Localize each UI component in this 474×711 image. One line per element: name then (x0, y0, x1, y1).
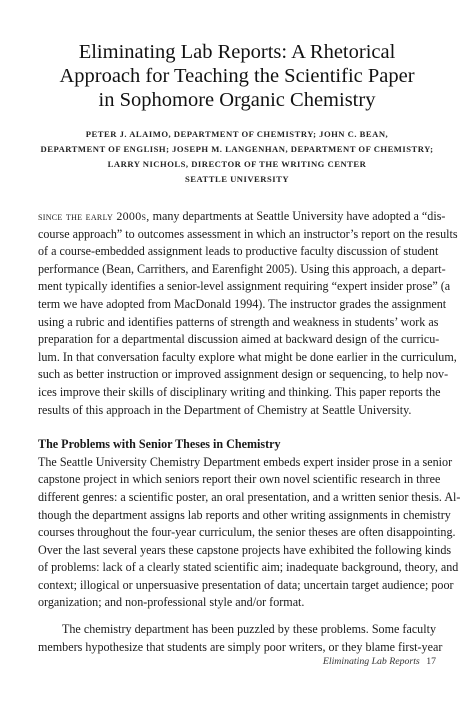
text-line: courses throughout the four-year curriculum, the senior theses are often disappointing. (38, 525, 456, 540)
text-line: of problems: lack of a clearly stated scientific aim; inadequate background, theory, and (38, 560, 459, 575)
author-line: PETER J. ALAIMO, DEPARTMENT OF CHEMISTRY; JOHN C. BEAN, (85, 129, 389, 139)
author-line: SEATTLE UNIVERSITY (184, 174, 290, 184)
abstract-paragraph (38, 208, 458, 419)
text-line: The Seattle University Chemistry Department embeds expert insider prose in a senior (38, 454, 453, 469)
text-line: using a rubric and identifies patterns of strength and weakness in students’ work as (38, 314, 439, 329)
text-line: organization; and non-professional style and/or format. (38, 595, 305, 610)
author-block (40, 127, 434, 187)
section-heading: The Problems with Senior Theses in Chemistry (38, 437, 281, 452)
author-line: DEPARTMENT OF ENGLISH; JOSEPH M. LANGENHAN, DEPARTMENT OF CHEMISTRY; (40, 144, 434, 154)
text-line: The chemistry department has been puzzled by these problems. Some faculty (62, 622, 436, 637)
text-line: though the department assigns lab reports and other writing assignments in chemistry (38, 507, 451, 522)
title-line: Approach for Teaching the Scientific Paper (59, 65, 415, 87)
title-line: in Sophomore Organic Chemistry (98, 89, 376, 111)
running-title: Eliminating Lab Reports (322, 656, 420, 667)
first-line-text: many departments at Seattle University have adopted a “dis- (149, 209, 446, 223)
article-body (38, 208, 461, 656)
text-line: such as better instruction or improved assignment design or sequencing, to help nov- (38, 367, 449, 382)
text-line: term we have adopted from MacDonald 1994). The instructor grades the assignment (38, 296, 447, 311)
text-line: preparation for a departmental discussion aimed at backward design of the curricu- (38, 332, 440, 347)
page-footer (323, 656, 436, 667)
lead-in-smallcaps: since the early 2000s, (38, 209, 150, 223)
text-line: performance (Bean, Carrithers, and Earenfight 2005). Using this approach, a depart- (38, 261, 446, 276)
text-line: context; illogical or unpersuasive presentation of data; uncertain target audience; poor (38, 577, 454, 592)
text-line: different genres: a scientific poster, an oral presentation, and a written senior thesis. Al- (38, 489, 461, 504)
section-paragraph (38, 454, 461, 612)
text-line: of a course-embedded assignment leads to productive faculty discussion of student (38, 244, 439, 259)
text-line: results of this approach in the Department of Chemistry at Seattle University. (38, 402, 412, 417)
text-line: capstone project in which seniors report their own novel scientific research in three (38, 472, 441, 487)
section-paragraph (38, 621, 443, 656)
title-line: Eliminating Lab Reports: A Rhetorical (78, 41, 396, 63)
text-line (38, 208, 446, 226)
text-line: ices improve their skills of disciplinary writing and thinking. This paper reports the (38, 384, 441, 399)
article-title (40, 40, 434, 112)
author-line: LARRY NICHOLS, DIRECTOR OF THE WRITING CENTER (107, 159, 367, 169)
text-line: lum. In that conversation faculty explore what might be done earlier in the curriculum, (38, 349, 457, 364)
text-line: members hypothesize that students are simply poor writers, or they blame first-year (38, 639, 443, 654)
page-number: 17 (426, 656, 436, 667)
text-line: ment typically identifies a senior-level assignment requiring “expert insider prose” (a (38, 279, 451, 294)
text-line: course approach” to outcomes assessment in which an instructor’s report on the results (38, 226, 458, 241)
text-line: Over the last several years these capstone projects have exhibited the following kinds (38, 542, 452, 557)
